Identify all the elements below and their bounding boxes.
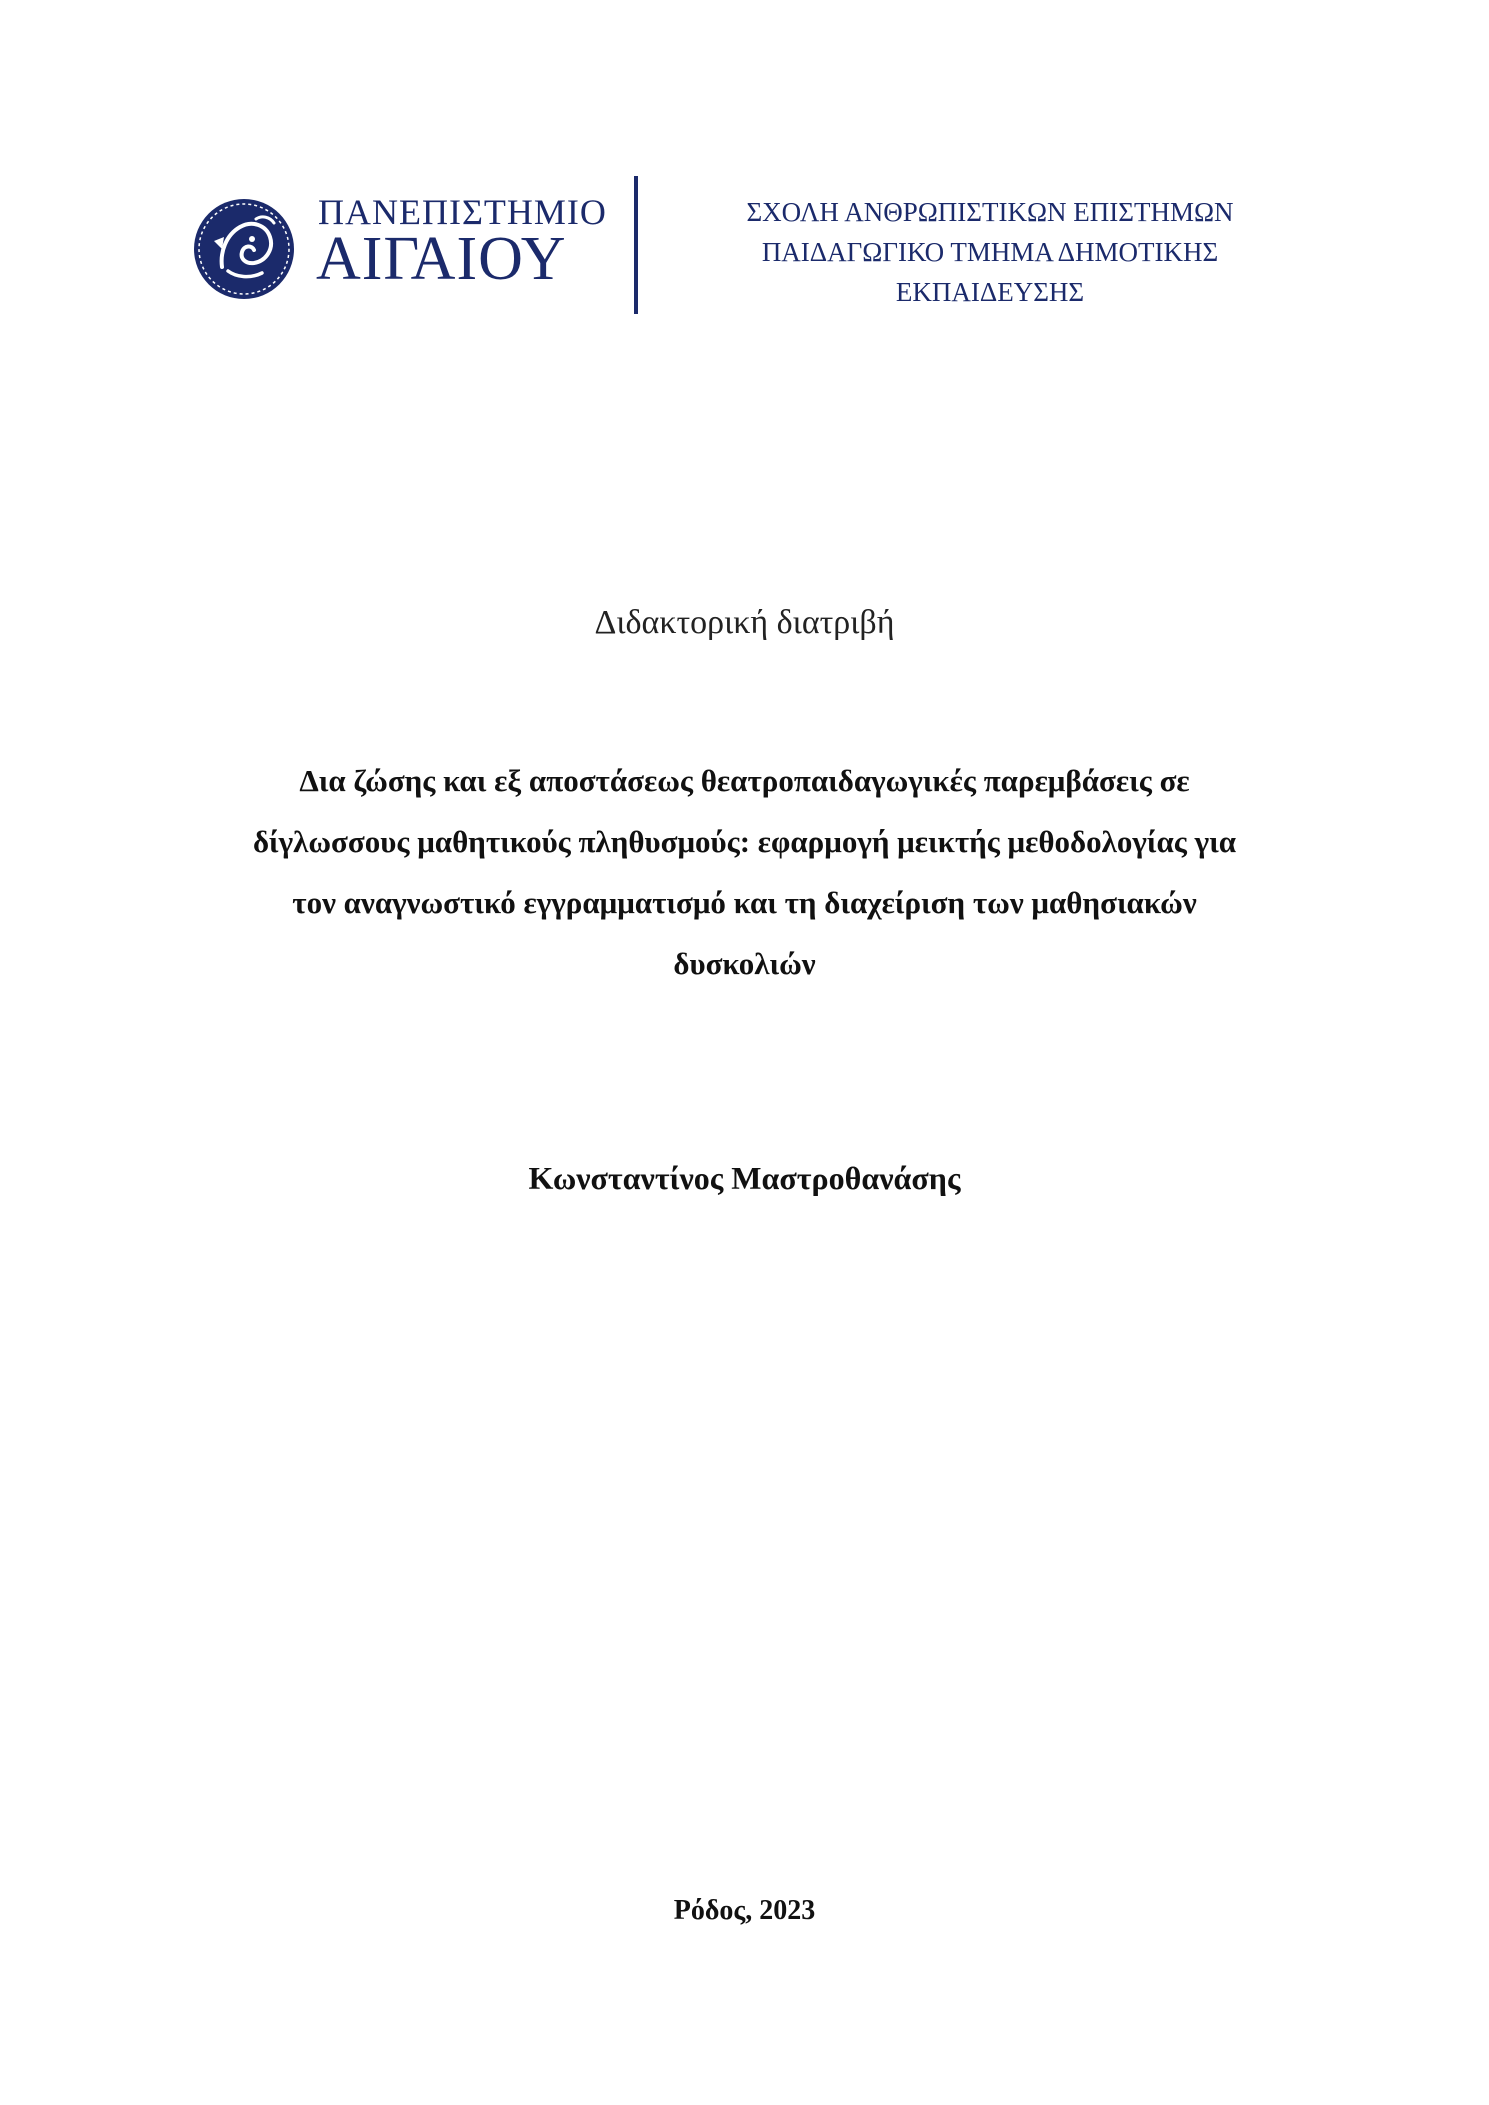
- header-divider: [634, 176, 638, 314]
- thesis-title-line: τον αναγνωστικό εγγραμματισμό και τη διαχείριση των μαθησιακών: [292, 885, 1197, 920]
- place-and-date: Ρόδος, 2023: [673, 1895, 816, 1926]
- school-department-block: [700, 192, 1280, 312]
- thesis-title: [150, 750, 1339, 994]
- aegean-coin-emblem-icon: [192, 197, 296, 301]
- title-page-header: [0, 0, 1489, 340]
- document-type: Διδακτορική διατριβή: [594, 604, 895, 641]
- school-line: ΕΚΠΑΙΔΕΥΣΗΣ: [895, 277, 1085, 307]
- university-name-line-1: ΠΑΝΕΠΙΣΤΗΜΙΟ: [318, 192, 607, 232]
- thesis-title-line: Δια ζώσης και εξ αποστάσεως θεατροπαιδαγωγικές παρεμβάσεις σε: [299, 763, 1190, 798]
- school-line: ΣΧΟΛΗ ΑΝΘΡΩΠΙΣΤΙΚΩΝ ΕΠΙΣΤΗΜΩΝ: [746, 197, 1234, 227]
- author-name: Κωνσταντίνος Μαστροθανάσης: [528, 1160, 961, 1196]
- thesis-title-line: δίγλωσσους μαθητικούς πληθυσμούς: εφαρμογή μεικτής μεθοδολογίας για: [252, 824, 1237, 859]
- thesis-title-line: δυσκολιών: [673, 946, 816, 981]
- university-name-line-2: ΑΙΓΑΙΟΥ: [316, 225, 567, 293]
- school-line: ΠΑΙΔΑΓΩΓΙΚΟ ΤΜΗΜΑ ΔΗΜΟΤΙΚΗΣ: [761, 237, 1219, 267]
